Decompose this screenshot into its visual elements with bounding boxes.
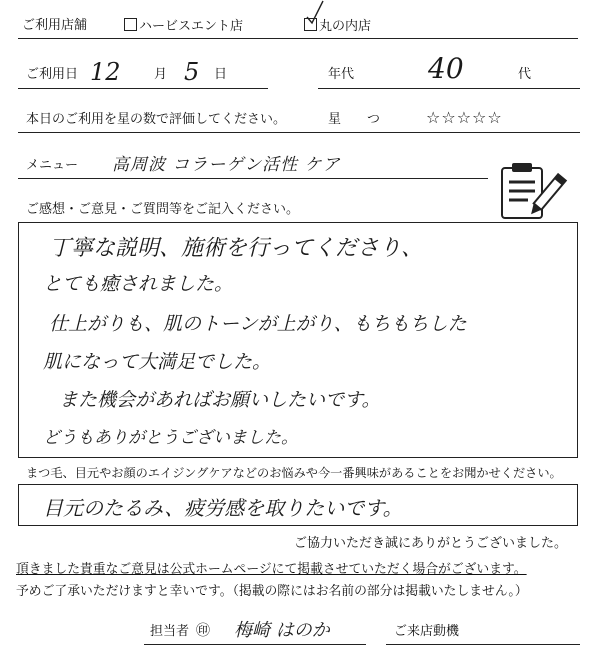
notice-line-1: 頂きました貴重なご意見は公式ホームページにて掲載させていただく場合がございます。 [16,562,527,577]
date-month-value: 12 [90,58,121,86]
store-option-harbis-label: ハービスエント店 [139,19,244,34]
menu-value: 高周波 コラーゲン活性 ケア [112,155,341,175]
impressions-box[interactable] [18,222,578,458]
date-day-unit: 日 [214,67,228,82]
date-month-unit: 月 [154,67,168,82]
staff-label: 担当者 [150,624,190,639]
store-option-marunouchi-label: 丸の内店 [319,19,372,34]
staff-seal-mark: ㊞ [196,623,210,639]
date-day-value: 5 [184,58,200,86]
age-value: 40 [428,52,464,85]
rating-stars[interactable]: ☆☆☆☆☆ [426,108,503,127]
age-unit: 代 [518,67,532,82]
store-label: ご利用店舗 [22,18,88,33]
concerns-box[interactable] [18,484,578,526]
thanks-text: ご協力いただき誠にありがとうございました。 [294,536,568,551]
concerns-value: 目元のたるみ、疲労感を取りたいです。 [43,496,403,520]
impressions-label: ご感想・ご意見・ご質問等をご記入ください。 [26,202,300,217]
concerns-label: まつ毛、目元やお顔のエイジングケアなどのお悩みや今一番興味があることをお聞かせください。 [26,466,562,480]
checkbox-harbis[interactable] [124,18,137,31]
impressions-line-5: また機会があればお願いしたいです。 [59,389,381,411]
impressions-line-1: 丁寧な説明、施術を行ってくださり、 [49,236,424,261]
rating-prompt: 本日のご利用を星の数で評価してください。 [26,112,287,127]
clipboard-pencil-icon [498,160,568,224]
impressions-line-4: 肌になって大満足でした。 [43,351,272,373]
date-label: ご利用日 [26,67,79,82]
age-label: 年代 [328,67,355,82]
impressions-line-6: どうもありがとうございました。 [43,428,298,448]
store-option-harbis[interactable] [124,18,243,35]
impressions-line-2: とても癒されました。 [43,273,234,295]
staff-name: 梅崎 はのか [234,620,330,641]
checkbox-marunouchi[interactable] [304,18,317,31]
check-mark-icon [303,0,325,25]
impressions-line-3: 仕上がりも、肌のトーンが上がり、もちもちした [49,313,467,335]
notice-line-2: 予めご了承いただけますと幸いです。（掲載の際にはお名前の部分は掲載いたしません。） [16,584,528,599]
menu-label: メニュー [26,158,79,173]
rating-label: 星 つ [328,112,381,127]
store-option-marunouchi[interactable] [304,18,371,35]
visit-reason-label: ご来店動機 [394,624,460,639]
